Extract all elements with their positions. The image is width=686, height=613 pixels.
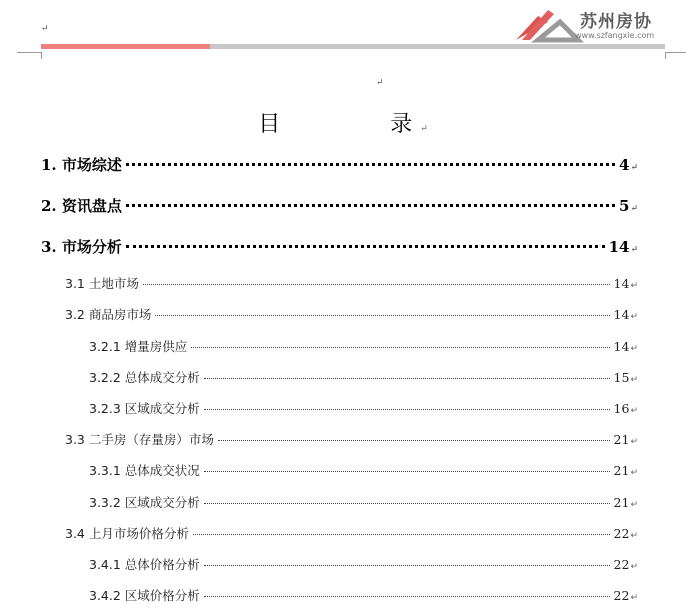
header-bar-accent <box>41 44 210 49</box>
toc-page: 14 <box>613 339 630 354</box>
toc-label: 3.4.1 总体价格分析 <box>89 557 200 572</box>
toc-entry[interactable] <box>89 368 638 386</box>
toc-title <box>0 107 686 138</box>
leader-dots <box>204 378 610 379</box>
toc-label: 3.3 二手房（存量房）市场 <box>65 432 214 447</box>
toc-entry[interactable] <box>89 337 638 355</box>
header-paragraph-mark: ↵ <box>41 24 49 34</box>
toc-label: 3.2 商品房市场 <box>65 307 152 322</box>
toc-page: 4 <box>619 156 630 174</box>
toc-label: 3. 市场分析 <box>41 238 122 256</box>
paragraph-mark: ↵ <box>630 500 638 510</box>
toc-label: 3.3.2 区域成交分析 <box>89 495 200 510</box>
paragraph-mark: ↵ <box>630 437 638 447</box>
toc-page: 5 <box>619 197 630 215</box>
crop-mark-right <box>665 52 686 59</box>
leader-dots <box>204 503 610 504</box>
leader-dots <box>204 409 610 410</box>
toc-page: 22 <box>613 588 630 603</box>
toc-page: 22 <box>613 557 630 572</box>
toc-label: 2. 资讯盘点 <box>41 197 122 215</box>
paragraph-mark: ↵ <box>630 531 638 541</box>
leader-dots <box>204 596 610 597</box>
toc-page: 22 <box>613 526 630 541</box>
toc-label: 3.2.3 区域成交分析 <box>89 401 200 416</box>
paragraph-mark: ↵ <box>420 124 428 134</box>
toc-label: 3.2.2 总体成交分析 <box>89 370 200 385</box>
toc-page: 14 <box>613 276 630 291</box>
toc-title-char-1: 目 <box>258 112 281 137</box>
toc-label: 1. 市场综述 <box>41 156 122 174</box>
leader-dots <box>126 204 615 207</box>
toc-label: 3.4.2 区域价格分析 <box>89 588 200 603</box>
paragraph-mark: ↵ <box>630 245 638 255</box>
toc-page: 16 <box>613 401 630 416</box>
toc-page: 15 <box>613 370 630 385</box>
toc-entry[interactable] <box>89 461 638 479</box>
leader-dots <box>126 163 615 166</box>
toc-label: 3.3.1 总体成交状况 <box>89 463 200 478</box>
toc-title-char-2: 录 <box>390 112 413 137</box>
header-bar <box>210 44 665 49</box>
paragraph-mark: ↵ <box>630 281 638 291</box>
logo-name: 苏州房协 <box>580 12 652 32</box>
paragraph-mark: ↵ <box>630 562 638 572</box>
paragraph-mark: ↵ <box>376 78 384 88</box>
toc-label: 3.2.1 增量房供应 <box>89 339 188 354</box>
leader-dots <box>204 471 610 472</box>
toc-entry[interactable] <box>65 430 638 448</box>
toc-label: 3.4 上月市场价格分析 <box>65 526 189 541</box>
toc-entry[interactable] <box>89 399 638 417</box>
leader-dots <box>191 347 609 348</box>
toc-page: 14 <box>608 238 630 256</box>
leader-dots <box>126 245 605 248</box>
toc-entry[interactable] <box>89 493 638 511</box>
paragraph-mark: ↵ <box>630 375 638 385</box>
leader-dots <box>193 534 610 535</box>
toc-entry[interactable] <box>41 195 638 216</box>
toc-page: 21 <box>613 463 630 478</box>
toc-entry[interactable] <box>89 555 638 573</box>
toc-entry[interactable] <box>65 524 638 542</box>
toc-entry[interactable] <box>41 154 638 175</box>
paragraph-mark: ↵ <box>630 204 638 214</box>
leader-dots <box>204 565 610 566</box>
paragraph-mark: ↵ <box>630 468 638 478</box>
toc-entry[interactable] <box>89 586 638 604</box>
crop-mark-left <box>17 52 42 59</box>
toc-entry[interactable] <box>65 305 638 323</box>
toc-entry[interactable] <box>65 274 638 292</box>
logo-url: www.szfangxie.com <box>575 31 655 40</box>
paragraph-mark: ↵ <box>630 344 638 354</box>
paragraph-mark: ↵ <box>630 312 638 322</box>
leader-dots <box>218 440 610 441</box>
paragraph-mark: ↵ <box>630 406 638 416</box>
leader-dots <box>155 315 609 316</box>
toc-entry[interactable] <box>41 236 638 257</box>
paragraph-mark: ↵ <box>630 593 638 603</box>
leader-dots <box>143 284 610 285</box>
toc-page: 14 <box>613 307 630 322</box>
toc-page: 21 <box>613 432 630 447</box>
toc-page: 21 <box>613 495 630 510</box>
toc-label: 3.1 土地市场 <box>65 276 139 291</box>
paragraph-mark: ↵ <box>630 163 638 173</box>
